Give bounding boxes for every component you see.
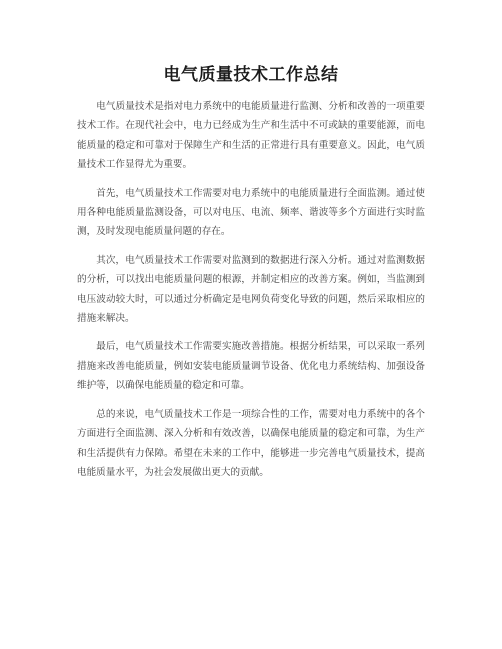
paragraph-monitoring: 首先，电气质量技术工作需要对电力系统中的电能质量进行全面监测。通过使用各种电能质量监测设备，可以对电压、电流、频率、谐波等多个方面进行实时监测，及时发现电能质量问题的存在。: [77, 187, 425, 238]
document-title: 电气质量技术工作总结: [163, 65, 339, 85]
paragraph-analysis: 其次，电气质量技术工作需要对监测到的数据进行深入分析。通过对监测数据的分析，可以找出电能质量问题的根源，并制定相应的改善方案。例如，当监测到电压波动较大时，可以通过分析确定是电网负荷变化导致的问题，然后采取相应的措施来解决。: [77, 254, 425, 325]
paragraph-improvement: 最后，电气质量技术工作需要实施改善措施。根据分析结果，可以采取一系列措施来改善电能质量，例如安装电能质量调节设备、优化电力系统结构、加强设备维护等，以确保电能质量的稳定和可靠。: [77, 341, 425, 392]
paragraph-conclusion: 总的来说，电气质量技术工作是一项综合性的工作，需要对电力系统中的各个方面进行全面监测、深入分析和有效改善，以确保电能质量的稳定和可靠，为生产和生活提供有力保障。希望在未来的工作中，能够进一步完善电气质量技术，提高电能质量水平，为社会发展做出更大的贡献。: [77, 408, 425, 478]
document-body: [77, 97, 425, 491]
paragraph-intro: 电气质量技术是指对电力系统中的电能质量进行监测、分析和改善的一项重要技术工作。在现代社会中，电力已经成为生产和生活中不可或缺的重要能源，而电能质量的稳定和可靠对于保障生产和生活的正常进行具有重要意义。因此，电气质量技术工作显得尤为重要。: [77, 101, 425, 171]
